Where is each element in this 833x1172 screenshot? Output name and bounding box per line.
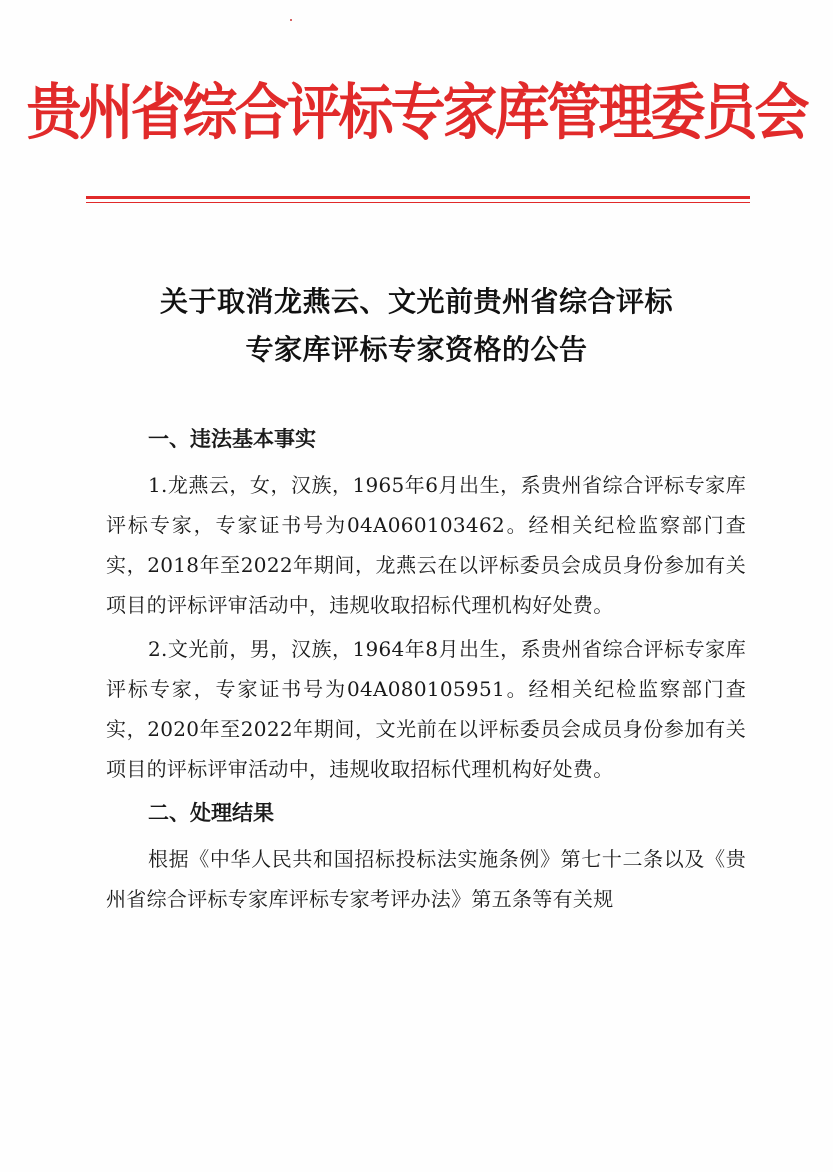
letterhead-org-name: 贵州省综合评标专家库管理委员会	[26, 76, 807, 148]
letterhead-rule-thin	[86, 202, 750, 203]
paragraph-legal-basis: 根据《中华人民共和国招标投标法实施条例》第七十二条以及《贵州省综合评标专家库评标专家考评办法》第五条等有关规	[106, 847, 746, 911]
document-body	[106, 419, 746, 923]
document-title-line-2: 专家库评标专家资格的公告	[245, 333, 588, 366]
scan-speck	[290, 19, 292, 21]
section-heading-facts: 一、违法基本事实	[148, 427, 316, 451]
document-title-line-1: 关于取消龙燕云、文光前贵州省综合评标	[159, 285, 673, 318]
paragraph-long-yanyun: 1.龙燕云，女，汉族，1965年6月出生，系贵州省综合评标专家库评标专家，专家证书号为04A060103462。经相关纪检监察部门查实，2018年至2022年期间，龙燕云在以评标委员会成员身份参加有关项目的评标评审活动中，违规收取招标代理机构好处费。	[106, 473, 746, 617]
letterhead-rule-thick	[86, 196, 750, 199]
paragraph-wen-guangqian: 2.文光前，男，汉族，1964年8月出生，系贵州省综合评标专家库评标专家，专家证书号为04A080105951。经相关纪检监察部门查实，2020年至2022年期间，文光前在以评标委员会成员身份参加有关项目的评标评审活动中，违规收取招标代理机构好处费。	[106, 637, 746, 781]
section-heading-result: 二、处理结果	[148, 801, 274, 825]
